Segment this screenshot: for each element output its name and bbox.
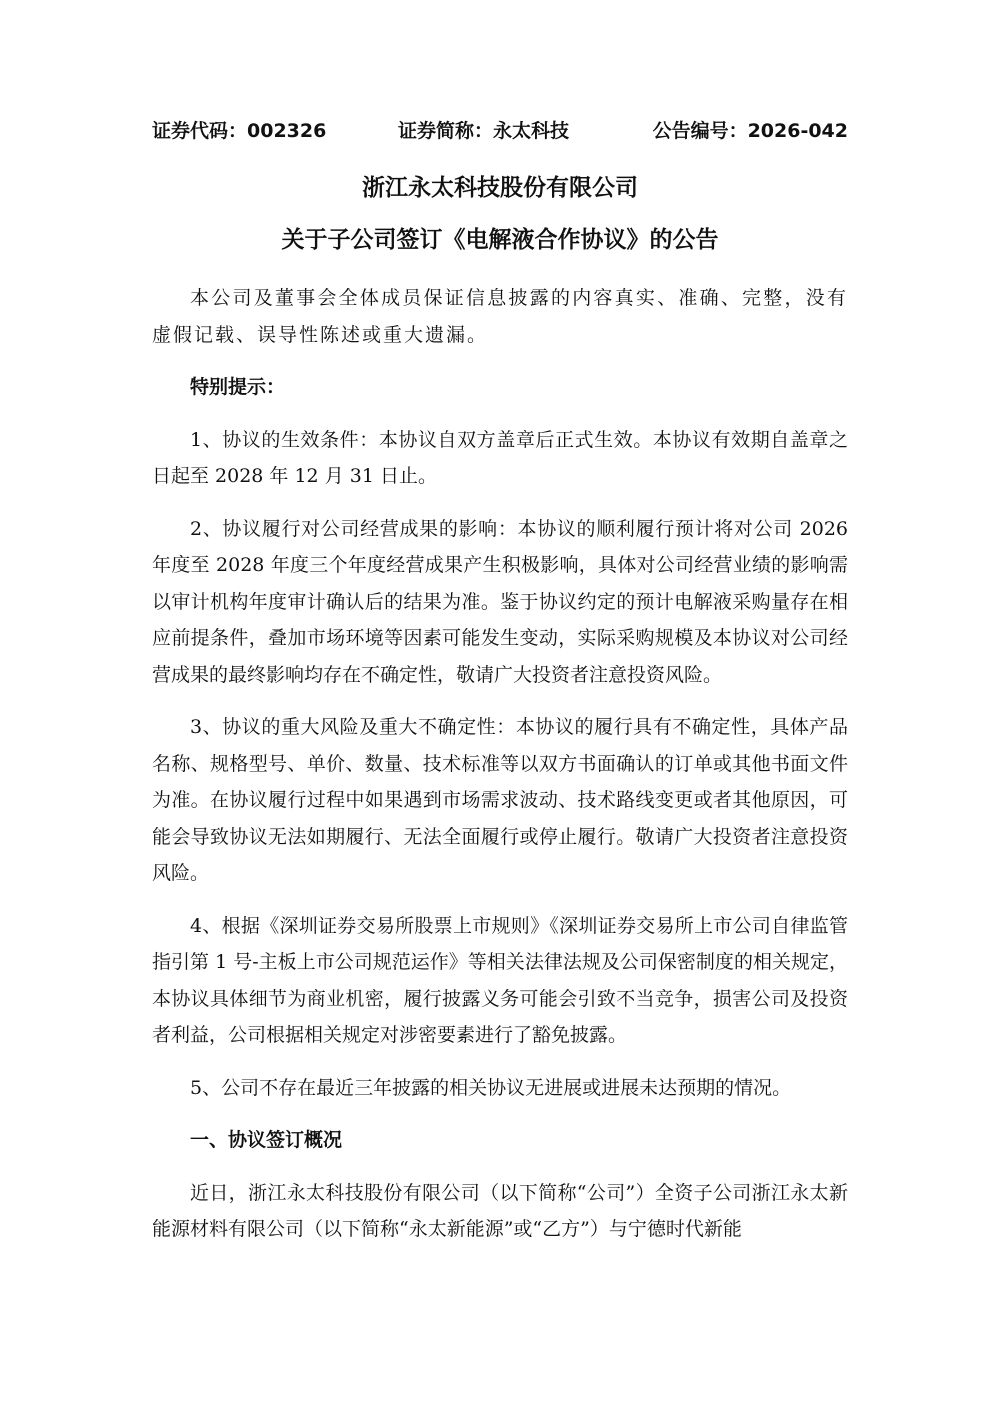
security-short-name: 证券简称：永太科技 — [398, 120, 570, 142]
document-header — [152, 113, 848, 149]
special-notice-item-2: 2、协议履行对公司经营成果的影响：本协议的顺利履行预计将对公司 2026 年度至 2028 年度三个年度经营成果产生积极影响，具体对公司经营业绩的影响需以审计机构年度审计确认后的结果为准。鉴于协议约定的预计电解液采购量存在相应前提条件，叠加市场环境等因素可能发生变动，实际采购规模及本协议对公司经营成果的最终影响均存在不确定性，敬请广大投资者注意投资风险。 — [152, 517, 848, 686]
section-1-paragraph: 近日，浙江永太科技股份有限公司（以下简称“公司”）全资子公司浙江永太新能源材料有限公司（以下简称“永太新能源”或“乙方”）与宁德时代新能 — [152, 1181, 848, 1240]
announcement-number: 公告编号：2026-042 — [652, 120, 848, 142]
announcement-title: 关于子公司签订《电解液合作协议》的公告 — [281, 227, 719, 253]
special-notice-item-1: 1、协议的生效条件：本协议自双方盖章后正式生效。本协议有效期自盖章之日起至 2028 年 12 月 31 日止。 — [152, 428, 848, 487]
section-1-heading: 一、协议签订概况 — [190, 1129, 343, 1151]
document-body — [152, 280, 848, 1264]
company-name-title: 浙江永太科技股份有限公司 — [362, 175, 638, 201]
special-notice-item-5: 5、公司不存在最近三年披露的相关协议无进展或进展未达预期的情况。 — [190, 1076, 792, 1099]
security-code: 证券代码：002326 — [152, 120, 327, 142]
special-notice-item-4: 4、根据《深圳证券交易所股票上市规则》《深圳证券交易所上市公司自律监管指引第 1 号-主板上市公司规范运作》等相关法律法规及公司保密制度的相关规定，本协议具体细节为商业机密，履行披露义务可能会引致不当竞争，损害公司及投资者利益，公司根据相关规定对涉密要素进行了豁免披露。 — [152, 914, 848, 1046]
board-guarantee-notice: 本公司及董事会全体成员保证信息披露的内容真实、准确、完整，没有虚假记载、误导性陈述或重大遗漏。 — [152, 287, 848, 346]
special-notice-item-3: 3、协议的重大风险及重大不确定性：本协议的履行具有不确定性，具体产品名称、规格型号、单价、数量、技术标准等以双方书面确认的订单或其他书面文件为准。在协议履行过程中如果遇到市场需求波动、技术路线变更或者其他原因，可能会导致协议无法如期履行、无法全面履行或停止履行。敬请广大投资者注意投资风险。 — [152, 716, 848, 884]
special-notice-heading: 特别提示： — [190, 376, 286, 398]
